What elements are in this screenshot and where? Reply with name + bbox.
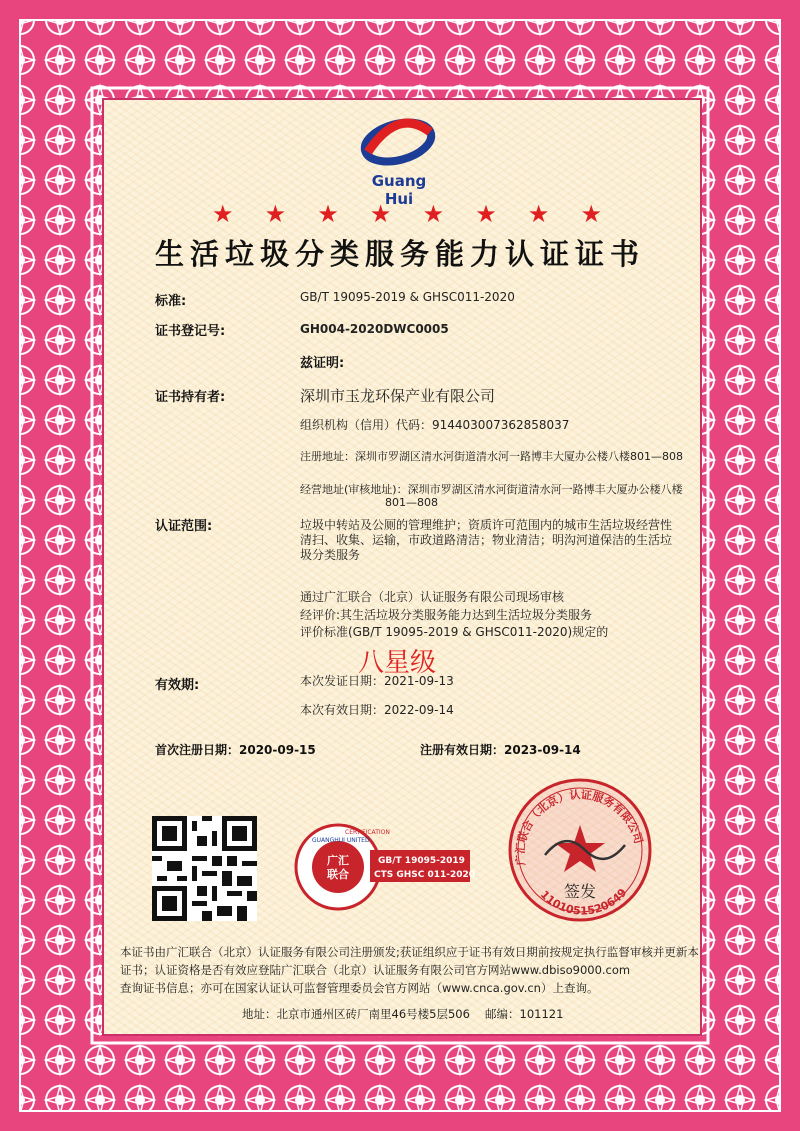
seal-number: 1101051520649 <box>537 885 630 918</box>
star-icon: ★ <box>580 200 602 228</box>
certificate-title: 生活垃圾分类服务能力认证证书 <box>154 237 645 271</box>
first-reg-date: 首次注册日期：2020-09-15 <box>155 743 316 757</box>
org-code: 组织机构（信用）代码：914403007362858037 <box>300 418 570 432</box>
scope-line3: 圾分类服务 <box>300 548 361 562</box>
badge-center-1: 广汇 <box>327 854 349 867</box>
standard-label: 标准: <box>155 294 187 309</box>
certify-label: 兹证明: <box>300 356 345 371</box>
badge-ring-top: CERTIFICATION <box>345 829 390 836</box>
badge-center-2: 联合 <box>327 868 349 881</box>
scope-line2: 清扫、收集、运输，市政道路清洁；物业清洁；明沟河道保洁的生活垃 <box>300 533 673 547</box>
certification-badge-icon <box>290 812 480 922</box>
official-seal-icon <box>505 775 655 925</box>
footer-line3: 查询证书信息；亦可在国家认证认可监督管理委员会官方网站（www.cnca.gov.cn）上查询。 <box>120 981 599 995</box>
valid-date: 本次有效日期：2022-09-14 <box>300 703 454 717</box>
seal-ring-text: 广汇联合（北京）认证服务有限公司 <box>513 788 645 867</box>
footer-line1: 本证书由广汇联合（北京）认证服务有限公司注册颁发;获证组织应于证书有效日期前按规定执行监督审核并更新本 <box>120 945 699 959</box>
scope-label: 认证范围: <box>155 519 213 534</box>
biz-address-line1: 经营地址(审核地址)：深圳市罗湖区清水河街道清水河一路博丰大厦办公楼八楼 <box>300 483 683 496</box>
star-icon: ★ <box>527 200 550 228</box>
badge-line1: GB/T 19095-2019 <box>378 856 465 866</box>
footer-line2: 证书；认证资格是否有效应登陆广汇联合（北京）认证服务有限公司官方网站www.dbiso9000.com <box>120 963 631 977</box>
reg-valid-date: 注册有效日期：2023-09-14 <box>420 743 581 757</box>
holder-value: 深圳市玉龙环保产业有限公司 <box>300 387 496 405</box>
scope-line1: 垃圾中转站及公厕的管理维护；资质许可范围内的城市生活垃圾经营性 <box>300 518 673 532</box>
eval-line2: 经评价:其生活垃圾分类服务能力达到生活垃圾分类服务 <box>300 608 593 622</box>
sign-label: 签发 <box>563 882 597 901</box>
biz-address-line2: 801—808 <box>385 496 438 509</box>
eval-line3: 评价标准(GB/T 19095-2019 & GHSC011-2020)规定的 <box>300 625 609 639</box>
star-icon: ★ <box>264 200 287 228</box>
star-icon: ★ <box>212 200 234 228</box>
footer-postcode: 邮编：101121 <box>485 1007 564 1021</box>
validity-label: 有效期: <box>155 678 200 693</box>
reg-no-label: 证书登记号: <box>155 324 226 339</box>
star-level: 八星级 <box>358 648 437 678</box>
qr-code-icon <box>152 816 257 921</box>
holder-label: 证书持有者: <box>155 390 226 405</box>
reg-no-value: GH004-2020DWC0005 <box>300 322 449 336</box>
badge-ring-left: GUANGHUI UNITED <box>312 837 370 844</box>
footer-address: 地址：北京市通州区砖厂南里46号楼5层506 <box>242 1007 470 1021</box>
guang-hui-logo-icon <box>358 112 438 174</box>
star-rating <box>212 200 602 228</box>
star-icon: ★ <box>422 200 445 228</box>
badge-line2: CTS GHSC 011-2020 <box>374 870 476 880</box>
eval-line1: 通过广汇联合（北京）认证服务有限公司现场审核 <box>300 590 565 604</box>
brand-name: Guang Hui <box>371 172 427 208</box>
star-icon: ★ <box>317 200 339 228</box>
standard-value: GB/T 19095-2019 & GHSC011-2020 <box>300 290 515 304</box>
issue-date: 本次发证日期：2021-09-13 <box>300 674 454 688</box>
reg-address: 注册地址：深圳市罗湖区清水河街道清水河一路博丰大厦办公楼八楼801—808 <box>300 450 683 463</box>
star-icon: ★ <box>475 200 497 228</box>
star-icon: ★ <box>369 200 392 228</box>
